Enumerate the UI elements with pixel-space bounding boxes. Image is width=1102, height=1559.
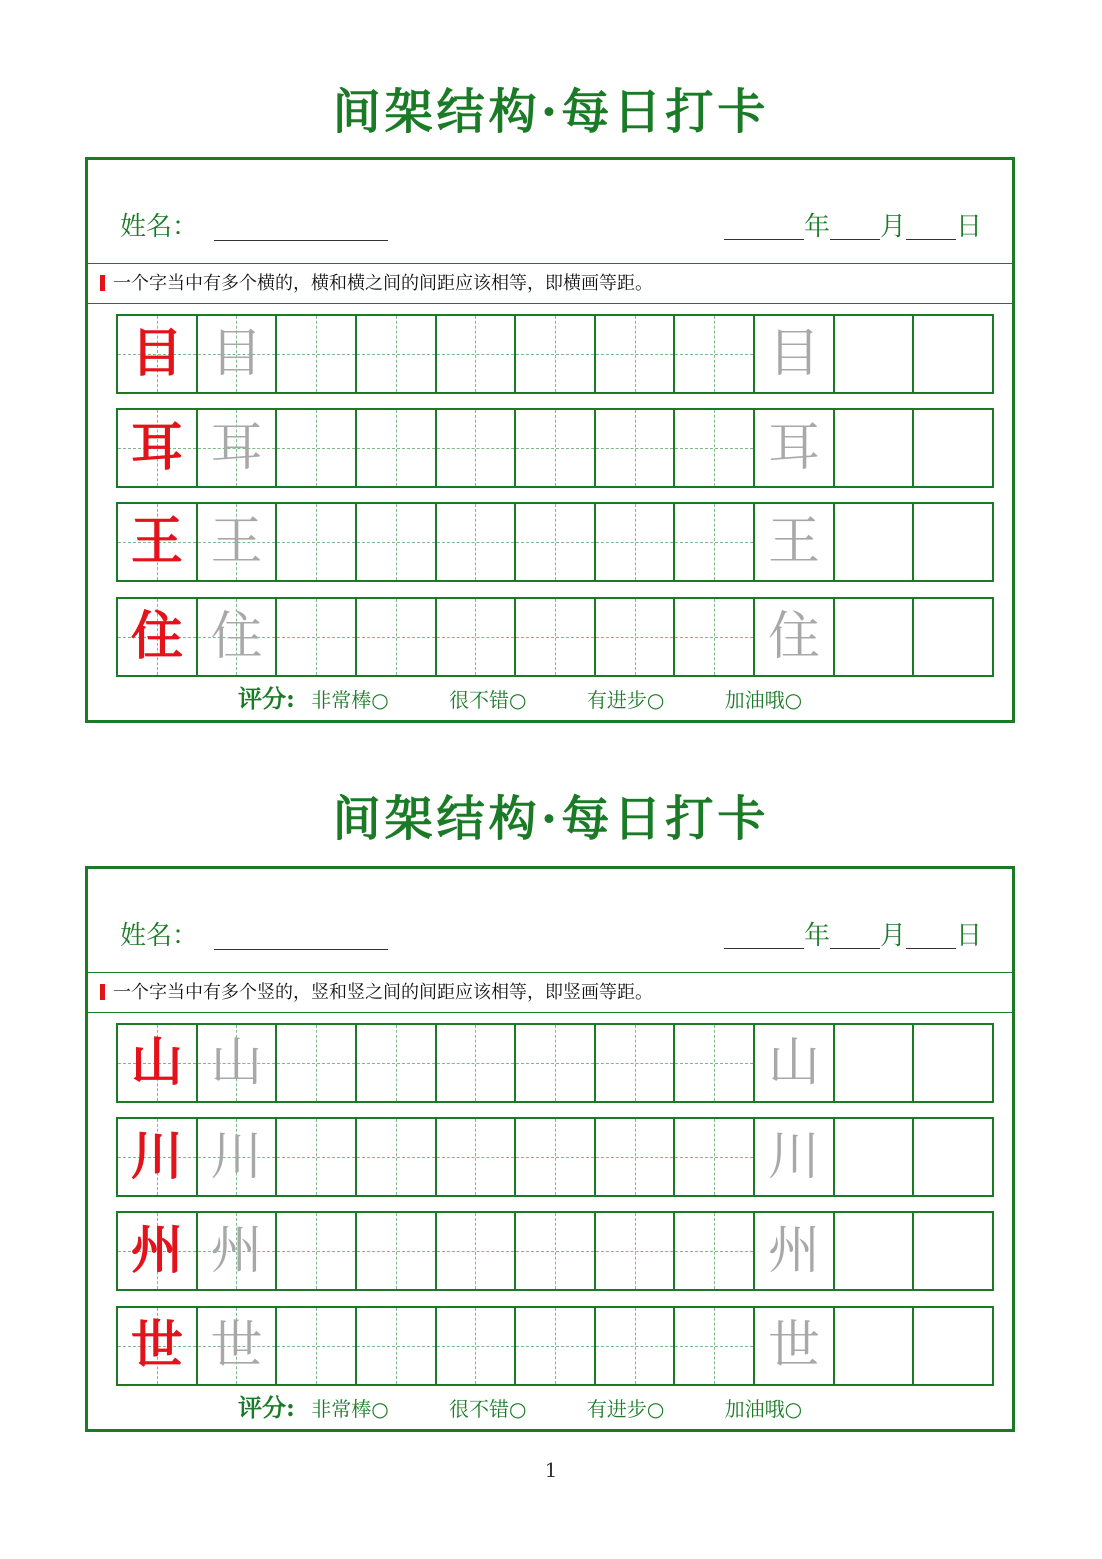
name-field[interactable] — [214, 949, 388, 950]
writing-cell[interactable] — [437, 504, 517, 580]
writing-cell[interactable] — [516, 1119, 596, 1195]
writing-cell[interactable] — [437, 1025, 517, 1101]
trace-char: 川 — [767, 1127, 820, 1187]
writing-cell[interactable] — [357, 1119, 437, 1195]
month-field[interactable] — [830, 922, 880, 949]
writing-cell[interactable] — [675, 504, 755, 580]
date-field — [724, 210, 982, 244]
trace-cell — [755, 599, 835, 675]
year-field[interactable] — [724, 922, 804, 949]
rating-option-progress[interactable]: 有进步○ — [586, 688, 665, 712]
writing-cell[interactable] — [516, 410, 596, 486]
model-cell — [118, 1308, 198, 1384]
model-cell — [118, 1119, 198, 1195]
practice-row — [116, 1306, 994, 1386]
trace-cell — [755, 1213, 835, 1289]
writing-cell[interactable] — [914, 1025, 992, 1101]
rating-option-great[interactable]: 非常棒○ — [311, 1397, 389, 1421]
writing-cell[interactable] — [835, 410, 915, 486]
writing-cell[interactable] — [675, 1025, 755, 1101]
writing-cell[interactable] — [596, 1119, 676, 1195]
year-label: 年 — [803, 212, 830, 242]
trace-char: 川 — [210, 1127, 263, 1187]
model-cell — [118, 599, 198, 675]
writing-cell[interactable] — [357, 1308, 437, 1384]
tip-content: 一个字当中有多个横的，横和横之间的间距应该相等，即横画等距。 — [113, 273, 653, 294]
practice-row — [116, 314, 994, 394]
practice-row — [116, 597, 994, 677]
model-char: 州 — [130, 1220, 183, 1281]
writing-cell[interactable] — [357, 504, 437, 580]
tip-marker — [100, 275, 105, 291]
trace-char: 山 — [210, 1033, 263, 1093]
writing-cell[interactable] — [437, 1119, 517, 1195]
trace-char: 州 — [767, 1221, 820, 1281]
tip-text — [100, 978, 653, 1008]
writing-cell[interactable] — [277, 410, 357, 486]
trace-char: 王 — [767, 512, 820, 572]
writing-cell[interactable] — [277, 504, 357, 580]
date-field — [724, 919, 982, 953]
rating-bar — [238, 684, 856, 715]
trace-cell — [755, 504, 835, 580]
model-cell — [118, 1213, 198, 1289]
year-label: 年 — [803, 921, 830, 951]
writing-cell[interactable] — [357, 410, 437, 486]
practice-row — [116, 1211, 994, 1291]
name-field[interactable] — [214, 240, 388, 241]
writing-cell[interactable] — [914, 316, 992, 392]
trace-cell — [198, 410, 278, 486]
rating-option-keep-going[interactable]: 加油哦○ — [724, 1397, 803, 1421]
card-2-title: 间架结构·每日打卡 — [332, 791, 770, 847]
model-cell — [118, 316, 198, 392]
month-field[interactable] — [830, 213, 880, 240]
name-label: 姓名： — [120, 921, 199, 951]
rating-option-great[interactable]: 非常棒○ — [311, 688, 389, 712]
day-field[interactable] — [906, 213, 956, 240]
writing-cell[interactable] — [516, 1025, 596, 1101]
tip-text — [100, 269, 653, 299]
day-label: 日 — [955, 921, 982, 951]
divider — [88, 303, 1012, 304]
rating-bar — [238, 1393, 856, 1424]
trace-char: 住 — [210, 607, 263, 667]
trace-char: 耳 — [767, 418, 820, 478]
trace-cell — [198, 504, 278, 580]
trace-cell — [755, 410, 835, 486]
writing-cell[interactable] — [835, 504, 915, 580]
trace-char: 州 — [210, 1221, 263, 1281]
writing-cell[interactable] — [914, 1119, 992, 1195]
writing-cell[interactable] — [277, 316, 357, 392]
writing-cell[interactable] — [437, 1308, 517, 1384]
card-1 — [85, 157, 1015, 723]
writing-cell[interactable] — [835, 1308, 915, 1384]
writing-cell[interactable] — [835, 1213, 915, 1289]
trace-char: 世 — [767, 1316, 820, 1376]
model-char: 住 — [130, 606, 183, 667]
year-field[interactable] — [724, 213, 804, 240]
rating-option-good[interactable]: 很不错○ — [449, 1397, 527, 1421]
practice-row — [116, 502, 994, 582]
trace-char: 目 — [767, 324, 820, 384]
month-label: 月 — [879, 212, 906, 242]
writing-cell[interactable] — [596, 316, 676, 392]
day-field[interactable] — [906, 922, 956, 949]
writing-cell[interactable] — [516, 316, 596, 392]
trace-char: 目 — [210, 324, 263, 384]
trace-char: 世 — [210, 1316, 263, 1376]
writing-cell[interactable] — [437, 410, 517, 486]
writing-cell[interactable] — [596, 504, 676, 580]
trace-char: 住 — [767, 607, 820, 667]
trace-cell — [755, 1025, 835, 1101]
writing-cell[interactable] — [277, 1213, 357, 1289]
trace-char: 耳 — [210, 418, 263, 478]
writing-cell[interactable] — [437, 316, 517, 392]
writing-cell[interactable] — [277, 1025, 357, 1101]
writing-cell[interactable] — [516, 1213, 596, 1289]
model-char: 目 — [130, 323, 183, 384]
trace-cell — [198, 1308, 278, 1384]
writing-cell[interactable] — [516, 599, 596, 675]
divider — [88, 1012, 1012, 1013]
writing-cell[interactable] — [835, 599, 915, 675]
writing-cell[interactable] — [437, 1213, 517, 1289]
day-label: 日 — [955, 212, 982, 242]
model-char: 耳 — [130, 417, 183, 478]
trace-cell — [198, 1119, 278, 1195]
writing-cell[interactable] — [596, 599, 676, 675]
writing-cell[interactable] — [835, 1025, 915, 1101]
name-label: 姓名： — [120, 212, 199, 242]
writing-cell[interactable] — [675, 410, 755, 486]
writing-cell[interactable] — [277, 599, 357, 675]
writing-cell[interactable] — [357, 599, 437, 675]
writing-cell[interactable] — [914, 1308, 992, 1384]
trace-cell — [198, 1213, 278, 1289]
card-2 — [85, 866, 1015, 1432]
model-cell — [118, 504, 198, 580]
tip-marker — [100, 984, 105, 1000]
writing-cell[interactable] — [675, 1308, 755, 1384]
trace-cell — [755, 1119, 835, 1195]
divider — [88, 263, 1012, 264]
practice-row — [116, 1117, 994, 1197]
practice-row — [116, 408, 994, 488]
rating-label: 评分: — [238, 684, 295, 713]
writing-cell[interactable] — [675, 1119, 755, 1195]
writing-cell[interactable] — [437, 599, 517, 675]
model-char: 山 — [130, 1032, 183, 1093]
rating-option-keep-going[interactable]: 加油哦○ — [724, 688, 803, 712]
card-1-title: 间架结构·每日打卡 — [332, 84, 770, 140]
writing-cell[interactable] — [516, 504, 596, 580]
writing-cell[interactable] — [914, 599, 992, 675]
model-char: 世 — [130, 1315, 183, 1376]
writing-cell[interactable] — [357, 1213, 437, 1289]
writing-cell[interactable] — [596, 1025, 676, 1101]
rating-label: 评分: — [238, 1393, 295, 1422]
trace-char: 山 — [767, 1033, 820, 1093]
trace-cell — [198, 1025, 278, 1101]
trace-cell — [755, 1308, 835, 1384]
writing-cell[interactable] — [596, 1213, 676, 1289]
writing-cell[interactable] — [835, 316, 915, 392]
tip-content: 一个字当中有多个竖的，竖和竖之间的间距应该相等，即竖画等距。 — [113, 982, 653, 1003]
trace-cell — [198, 599, 278, 675]
writing-cell[interactable] — [357, 316, 437, 392]
writing-cell[interactable] — [835, 1119, 915, 1195]
practice-row — [116, 1023, 994, 1103]
writing-cell[interactable] — [277, 1308, 357, 1384]
writing-cell[interactable] — [516, 1308, 596, 1384]
divider — [88, 972, 1012, 973]
writing-cell[interactable] — [675, 316, 755, 392]
model-cell — [118, 410, 198, 486]
trace-char: 王 — [210, 512, 263, 572]
rating-option-good[interactable]: 很不错○ — [449, 688, 527, 712]
model-cell — [118, 1025, 198, 1101]
writing-cell[interactable] — [357, 1025, 437, 1101]
writing-cell[interactable] — [596, 1308, 676, 1384]
model-char: 川 — [130, 1126, 183, 1187]
writing-cell[interactable] — [914, 410, 992, 486]
writing-cell[interactable] — [596, 410, 676, 486]
writing-cell[interactable] — [277, 1119, 357, 1195]
month-label: 月 — [879, 921, 906, 951]
writing-cell[interactable] — [914, 1213, 992, 1289]
page-number: 1 — [544, 1458, 558, 1482]
trace-cell — [755, 316, 835, 392]
trace-cell — [198, 316, 278, 392]
writing-cell[interactable] — [914, 504, 992, 580]
rating-option-progress[interactable]: 有进步○ — [586, 1397, 665, 1421]
model-char: 王 — [130, 511, 183, 572]
writing-cell[interactable] — [675, 1213, 755, 1289]
writing-cell[interactable] — [675, 599, 755, 675]
